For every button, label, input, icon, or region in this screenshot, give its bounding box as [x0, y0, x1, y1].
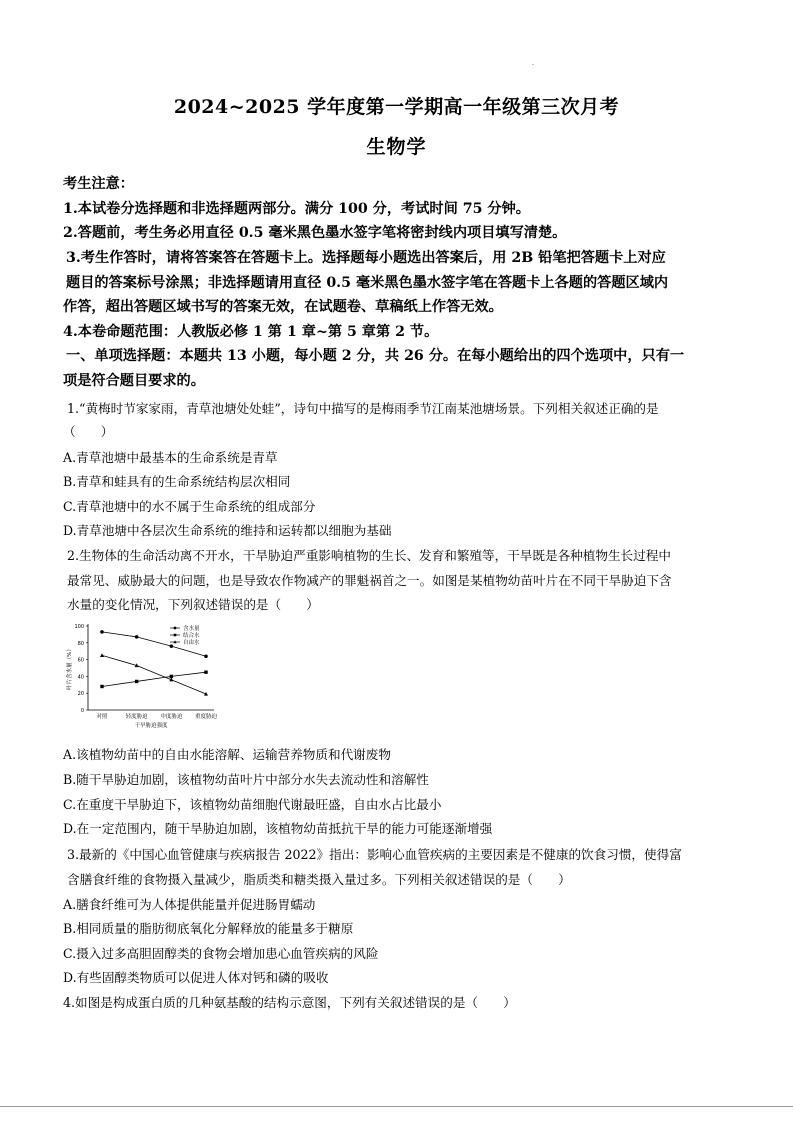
x-tick-label: 对照	[96, 714, 108, 720]
notice-item: 作答，超出答题区域书写的答案无效，在试题卷、草稿纸上作答无效。	[63, 299, 503, 315]
notice-item: 2.答题前，考生务必用直径 0.5 毫米黑色墨水签字笔将密封线内项目填写清楚。	[63, 225, 567, 241]
series-line-自由水	[102, 655, 206, 694]
section-heading: 一、单项选择题：本题共 13 小题，每小题 2 分，共 26 分。在每小题给出的四个选项中，只有一	[66, 348, 685, 364]
legend-label: 自由水	[183, 640, 200, 646]
q2-option-a: A.该植物幼苗中的自由水能溶解、运输营养物质和代谢废物	[63, 747, 391, 762]
notice-heading: 考生注意：	[63, 176, 134, 192]
q1-answer-blank: （ ）	[63, 424, 114, 439]
y-tick-label: 60	[77, 657, 84, 664]
notice-item: 1.本试卷分选择题和非选择题两部分。满分 100 分，考试时间 75 分钟。	[63, 201, 530, 217]
q2-stem: 2.生物体的生命活动离不开水，干旱胁迫严重影响植物的生长、发育和繁殖等，干旱既是各种植物生长过程中	[67, 548, 671, 563]
legend-marker	[174, 627, 177, 630]
data-point	[204, 671, 207, 674]
q1-option-b: B.青草和蛙具有的生命系统结构层次相同	[63, 474, 291, 489]
q2-option-d: D.在一定范围内，随干旱胁迫加剧，该植物幼苗抵抗干旱的能力可能逐渐增强	[63, 821, 493, 836]
q1-stem: 1.“黄梅时节家家雨，青草池塘处处蛙”，诗句中描写的是梅雨季节江南某池塘场景。下列相关叙述正确的是	[67, 401, 659, 416]
q1-option-c: C.青草池塘中的水不属于生命系统的组成部分	[63, 499, 316, 514]
data-point	[100, 630, 104, 634]
data-point	[135, 635, 139, 639]
y-tick-label: 0	[80, 708, 84, 714]
x-tick-label: 中度胁迫	[160, 714, 183, 720]
q3-stem: 3.最新的《中国心血管健康与疾病报告 2022》指出：影响心血管疾病的主要因素是不健康的饮食习惯，使得富	[67, 847, 682, 862]
y-tick-label: 80	[77, 640, 84, 647]
water-content-chart	[62, 618, 222, 738]
legend-label: 结合水	[183, 633, 200, 639]
q3-option-c: C.摄入过多高胆固醇类的食物会增加患心血管疾病的风险	[63, 946, 379, 961]
q3-option-b: B.相同质量的脂肪彻底氧化分解释放的能量多于糖原	[63, 921, 354, 936]
q2-option-c: C.在重度干旱胁迫下，该植物幼苗细胞代谢最旺盛，自由水占比最小	[63, 797, 442, 812]
q2-stem: 最常见、威胁最大的问题，也是导致农作物减产的罪魁祸首之一。如图是某植物幼苗叶片在不同干旱胁迫下含	[67, 573, 672, 588]
q2-option-b: B.随干旱胁迫加剧，该植物幼苗叶片中部分水失去流动性和溶解性	[63, 772, 429, 787]
data-point	[100, 653, 104, 657]
page-bottom-rule	[0, 1106, 793, 1107]
q1-option-a: A.青草池塘中最基本的生命系统是青草	[63, 450, 278, 465]
notice-item: 4.本卷命题范围：人教版必修 1 第 1 章~第 5 章第 2 节。	[63, 324, 439, 340]
exam-title: 2024~2025 学年度第一学期高一年级第三次月考	[173, 96, 620, 118]
data-point	[135, 680, 138, 683]
legend-label: 含水量	[183, 626, 200, 632]
legend-marker	[174, 634, 177, 637]
y-tick-label: 40	[77, 674, 84, 681]
q3-option-a: A.膳食纤维可为人体提供能量并促进肠胃蠕动	[63, 897, 316, 912]
q4-stem: 4.如图是构成蛋白质的几种氨基酸的结构示意图，下列有关叙述错误的是（ ）	[63, 995, 516, 1010]
q1-option-d: D.青草池塘中各层次生命系统的维持和运转都以细胞为基础	[63, 523, 392, 538]
q3-stem: 含膳食纤维的食物摄入量减少，脂质类和糖类摄入量过多。下列相关叙述错误的是（ ）	[67, 872, 571, 887]
y-tick-label: 100	[74, 624, 84, 630]
q2-stem: 水量的变化情况，下列叙述错误的是（ ）	[67, 597, 319, 612]
subject-title: 生物学	[366, 136, 427, 158]
section-heading-cont: 项是符合题目要求的。	[63, 373, 205, 389]
y-axis-label: 叶片含水量（%）	[67, 646, 73, 690]
notice-item: 3.考生作答时，请将答案答在答题卡上。选择题每小题选出答案后，用 2B 铅笔把答题卡上对应	[66, 250, 666, 266]
x-tick-label: 重度胁迫	[194, 714, 218, 720]
data-point	[204, 654, 208, 658]
series-line-结合水	[102, 672, 206, 686]
y-tick-label: 20	[77, 691, 84, 698]
x-tick-label: 轻度胁迫	[125, 714, 148, 720]
notice-item: 题目的答案标号涂黑；非选择题请用直径 0.5 毫米黑色墨水签字笔在答题卡上各题的答题区域内	[66, 275, 669, 291]
data-point	[170, 644, 174, 648]
q3-option-d: D.有些固醇类物质可以促进人体对钙和磷的吸收	[63, 970, 329, 985]
x-axis-label: 干旱胁迫强度	[134, 723, 168, 729]
data-point	[100, 685, 103, 688]
top-dot: .	[532, 60, 534, 67]
